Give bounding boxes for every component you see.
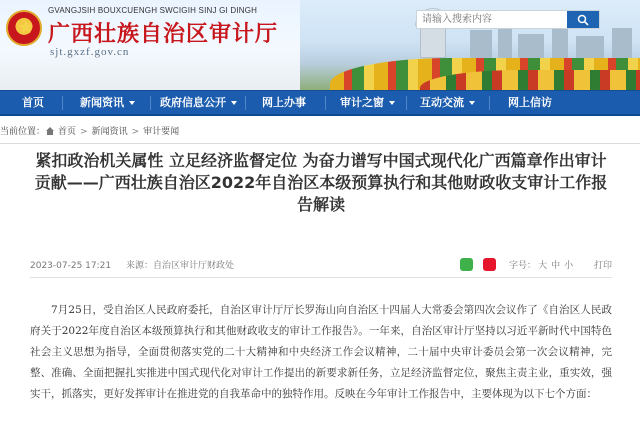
font-size-medium[interactable]: 中	[551, 261, 561, 271]
weibo-icon[interactable]	[483, 258, 496, 271]
nav-item-news[interactable]: 新闻资讯	[80, 91, 135, 115]
breadcrumb-prefix: 当前位置：	[0, 127, 46, 137]
breadcrumb-news-link[interactable]: 新闻资讯	[91, 127, 128, 137]
breadcrumb-divider	[0, 143, 640, 144]
search-icon	[577, 14, 589, 26]
nav-item-online-services[interactable]: 网上办事	[262, 96, 306, 109]
article-title: 紧扣政治机关属性 立足经济监督定位 为奋力谱写中国式现代化广西篇章作出审计贡献——广西壮族自治区2022年自治区本级预算执行和其他财政收支审计工作报告解读	[34, 151, 608, 214]
main-nav	[0, 90, 640, 116]
breadcrumb-separator: >	[80, 127, 88, 137]
article-paragraph: 7月25日，受自治区人民政府委托，自治区审计厅厅长罗海山向自治区十四届人大常委会第四次会议作了《自治区人民政府关于2022年度自治区本级预算执行和其他财政收支的审计工作报告》。一年来，自治区审计厅坚持以习近平新时代中国特色社会主义思想为指导，全面贯彻落实党的二十大精神和中央经济工作会议精神，二十届中央审计委员会第一次会议精神，完整、准确、全面把握扎实推进中国式现代化对审计工作提出的新要求新任务，立足经济监督定位，聚焦主责主业，重实效，强实干，抓落实，更好发挥审计在推进党的自我革命中的独特作用。反映在今年审计工作报告中，主要体现为以下七个方面：	[30, 304, 612, 400]
breadcrumb-audit-news-link[interactable]: 审计要闻	[143, 127, 180, 137]
nav-divider	[150, 96, 151, 110]
search-input[interactable]	[417, 11, 565, 28]
article-body	[30, 300, 612, 405]
breadcrumb-home-link[interactable]: 首页	[58, 127, 77, 137]
site-domain: sjt.gxzf.gov.cn	[50, 46, 130, 58]
search-button[interactable]	[567, 11, 599, 28]
home-icon	[45, 126, 55, 136]
article-meta	[30, 258, 612, 274]
chevron-down-icon	[469, 101, 475, 105]
nav-divider	[62, 96, 63, 110]
nav-divider	[245, 96, 246, 110]
nav-item-audit-window[interactable]: 审计之窗	[340, 91, 395, 115]
article-source: 来源：自治区审计厅财政处	[125, 261, 234, 271]
breadcrumb-separator: >	[131, 127, 140, 137]
national-emblem-icon[interactable]	[6, 10, 42, 46]
nav-divider	[406, 96, 407, 110]
meta-divider	[30, 277, 612, 278]
nav-divider	[489, 96, 490, 110]
nav-divider	[325, 96, 326, 110]
site-title[interactable]: 广西壮族自治区审计厅	[48, 22, 279, 47]
font-size-label: 字号：	[509, 261, 537, 271]
site-pinyin-title: GVANGJSIH BOUXCUENGH SWCIGIH SINJ GI DINGH	[48, 6, 258, 15]
font-size-small[interactable]: 小	[564, 261, 574, 271]
chevron-down-icon	[231, 101, 237, 105]
font-size-large[interactable]: 大	[538, 261, 548, 271]
nav-item-interaction[interactable]: 互动交流	[420, 91, 475, 115]
nav-item-petition[interactable]: 网上信访	[508, 96, 552, 109]
chevron-down-icon	[389, 101, 395, 105]
search-box	[416, 10, 600, 29]
nav-item-home[interactable]: 首页	[22, 96, 44, 109]
emblem-star-icon	[18, 19, 34, 35]
print-link[interactable]: 打印	[593, 261, 612, 271]
nav-item-gov-info[interactable]: 政府信息公开	[160, 91, 237, 115]
chevron-down-icon	[129, 101, 135, 105]
article-date: 2023-07-25 17:21	[30, 261, 112, 271]
wechat-icon[interactable]	[460, 258, 473, 271]
breadcrumb	[0, 124, 179, 140]
site-header	[0, 0, 640, 90]
